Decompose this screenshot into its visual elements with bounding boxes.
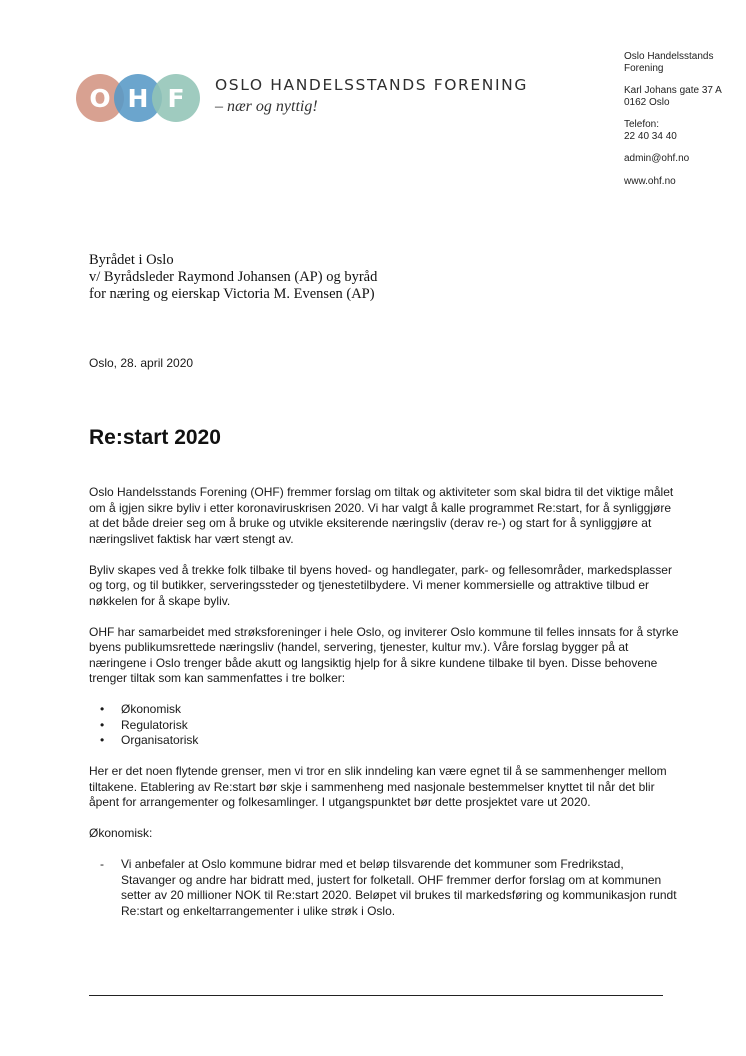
sender-address — [624, 85, 724, 108]
logo-circle-o: O — [76, 74, 124, 122]
list-item: • Økonomisk — [89, 702, 679, 718]
logo-org-name: OSLO HANDELSSTANDS FORENING — [215, 76, 528, 94]
recipient-block — [89, 252, 649, 303]
list-item: • Regulatorisk — [89, 718, 679, 734]
sender-web: www.ohf.no — [624, 175, 676, 187]
letter-date: Oslo, 28. april 2020 — [89, 356, 194, 370]
list-item: • Organisatorisk — [89, 733, 679, 749]
body-paragraph: Byliv skapes ved å trekke folk tilbake til byens hoved- og handlegater, park- og fellesområder, markedsplasser og torg, og til butikker, serveringssteder og tjenestetilbydere. Vi mener kommersielle og attraktive tilbud er nøkkelen for å skape byliv. — [89, 562, 672, 608]
letter-title: Re:start 2020 — [89, 426, 221, 449]
section-label: Økonomisk: — [89, 826, 153, 840]
sender-phone — [624, 119, 724, 142]
phone-label: Telefon: — [624, 119, 660, 130]
sender-street: Karl Johans gate 37 A — [624, 85, 722, 96]
recipient-line: for næring og eierskap Victoria M. Evensen (AP) — [89, 286, 375, 302]
recipient-line: v/ Byrådsleder Raymond Johansen (AP) og byråd — [89, 269, 378, 285]
sender-org: Oslo Handelsstands Forening — [624, 51, 714, 74]
logo-circles — [76, 74, 200, 124]
measures-list — [89, 702, 679, 749]
sender-postcode: 0162 Oslo — [624, 96, 670, 108]
logo-circle-h: H — [114, 74, 162, 122]
body-paragraph: Oslo Handelsstands Forening (OHF) fremmer forslag om tiltak og aktiviteter som skal bidra til det viktige målet om å igjen sikre byliv i etter koronaviruskrisen 2020. Vi har valgt å kalle programmet Re:start, for å synliggjøre at det både dreier seg om å bruke og utvikle eksiterende næringsliv (derav re-) og start for å synliggjøre at næringslivet faktisk har vært stengt av. — [89, 485, 674, 546]
section-items — [89, 857, 679, 919]
recipient-line: Byrådet i Oslo — [89, 252, 174, 268]
logo-tagline: – nær og nyttig! — [215, 98, 318, 115]
logo-circle-f: F — [152, 74, 200, 122]
body-paragraph: OHF har samarbeidet med strøksforeninger i hele Oslo, og inviterer Oslo kommune til felles innsats for å styrke byens publikumsrettede næringsliv (handel, servering, tjenester, kultur mv.). Våre forslag bygger på at næringene i Oslo trenger både akutt og langsiktig hjelp for å sikre kundene tilbake til byen. Disse behovene trenger tiltak som kan sammenfattes i tre bolker: — [89, 624, 679, 685]
body-paragraph: Her er det noen flytende grenser, men vi tror en slik inndeling kan være egnet til å se sammenhenger mellom tiltakene. Etablering av Re:start bør skje i sammenheng med nasjonale bestemmelser knyttet til når det blir åpent for arrangementer og folkesamlinger. I utgangspunktet bør dette prosjektet vare ut 2020. — [89, 764, 667, 809]
list-item: - Vi anbefaler at Oslo kommune bidrar med et beløp tilsvarende det kommuner som Fredrikstad, Stavanger og andre har bidratt med, justert for folketall. OHF fremmer derfor forslag om at kommunen setter av 20 millioner NOK til Re:start 2020. Beløpet vil brukes til markedsføring og kommunikasjon rundt Re:start og enkeltarrangementer i ulike strøk i Oslo. — [89, 857, 679, 919]
ohf-logo — [76, 74, 596, 124]
footer-divider — [89, 995, 663, 996]
sender-email: admin@ohf.no — [624, 153, 690, 164]
letter-body — [89, 485, 679, 919]
sender-contact — [624, 51, 724, 198]
phone-number: 22 40 34 40 — [624, 130, 677, 142]
